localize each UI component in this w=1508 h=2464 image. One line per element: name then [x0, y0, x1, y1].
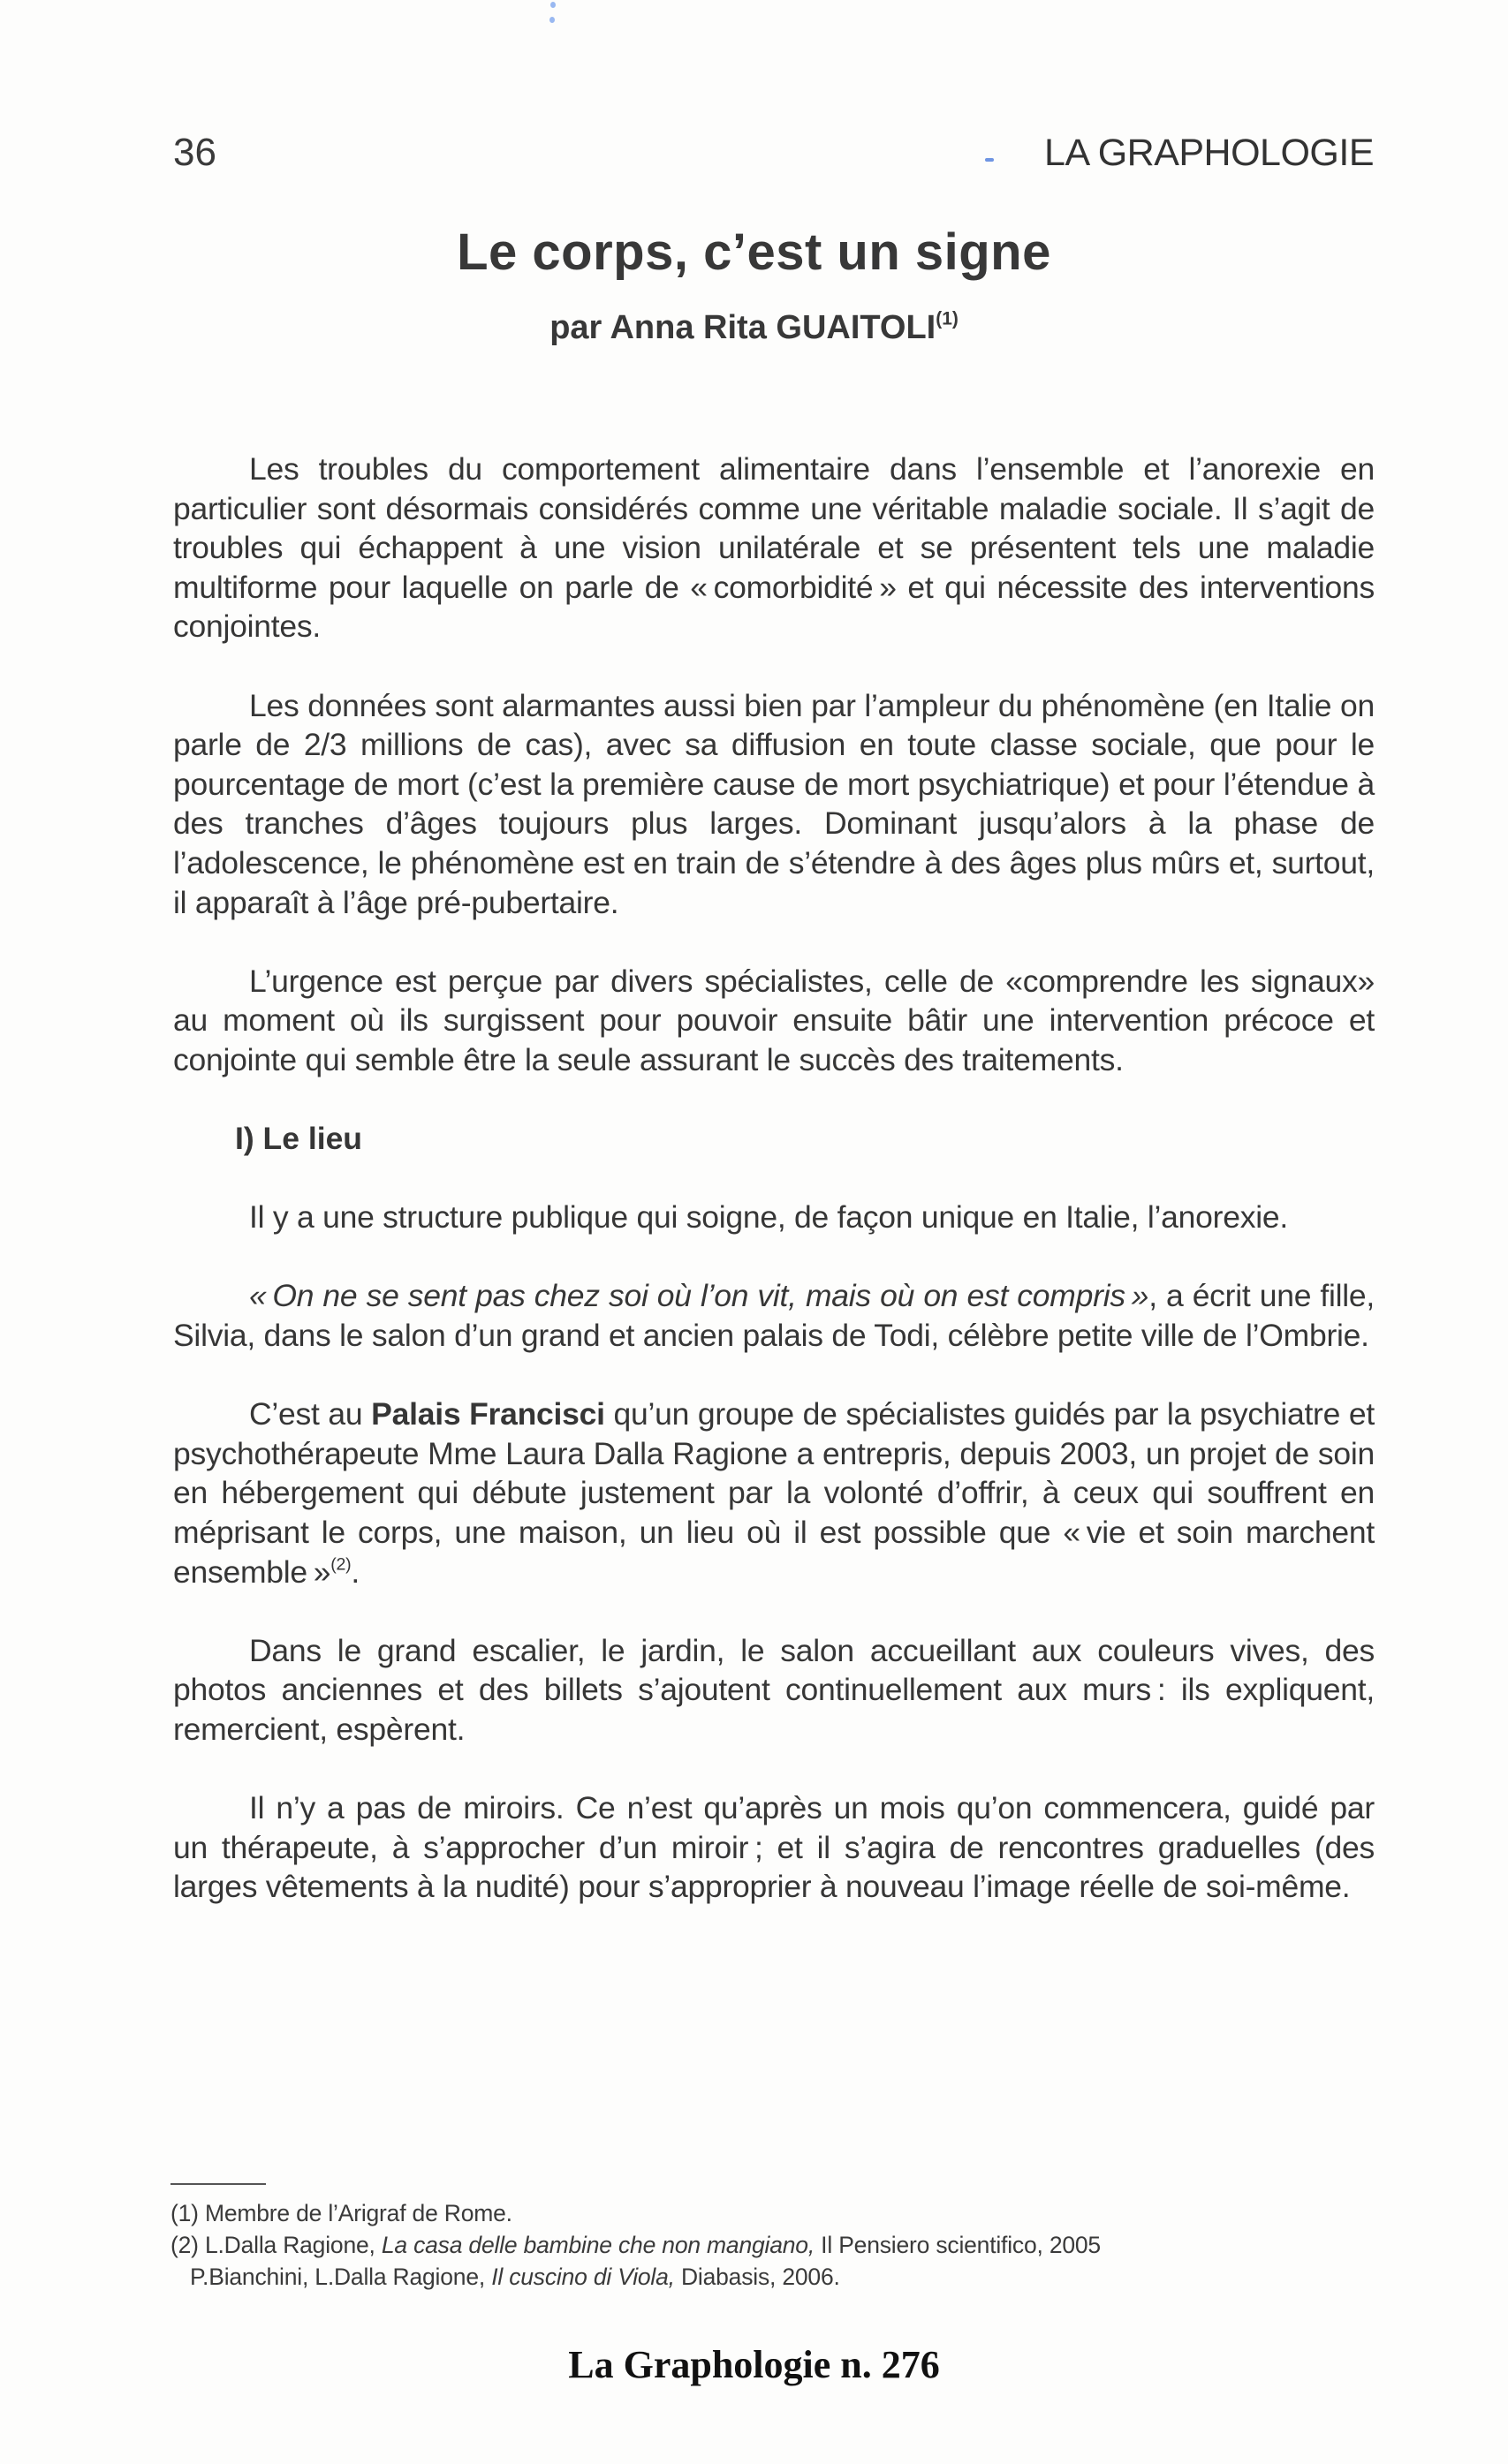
paragraph-intro: Les troubles du comportement alimentaire dans l’ensemble et l’anorexie en particulier sont désormais considérés comme une véritable maladie sociale. Il s’agit de troubles qui échappent à une vision unilatérale et se présentent tels une maladie multiforme pour laquelle on parle de « comorbidité » et qui nécessite des interventions conjointes.: [173, 451, 1375, 645]
article-title: Le corps, c’est un signe: [457, 223, 1051, 281]
footnote-2-publisher: Il Pensiero scientifico, 2005: [815, 2232, 1101, 2258]
scan-artifact-dot: [549, 17, 555, 23]
page-number: 36: [173, 131, 216, 174]
paragraph-structure: Il y a une structure publique qui soigne, de façon unique en Italie, l’anorexie.: [249, 1199, 1288, 1236]
footnote-separator: [171, 2183, 266, 2185]
footnote-2b-title: Il cuscino di Viola,: [491, 2264, 675, 2290]
footnote-2-title: La casa delle bambine che non mangiano,: [381, 2232, 815, 2258]
footnotes: [171, 2183, 1390, 2293]
section-heading-le-lieu: I) Le lieu: [235, 1121, 362, 1157]
running-header: [173, 131, 1374, 175]
footnote-2b-publisher: Diabasis, 2006.: [674, 2264, 840, 2290]
footnote-1: (1) Membre de l’Arigraf de Rome.: [171, 2200, 512, 2226]
footnote-ref-2: (2): [330, 1553, 352, 1574]
footnote-2-continued: [171, 2261, 1390, 2293]
article-author: [0, 309, 1508, 347]
quote-silvia: « On ne se sent pas chez soi où l’on vit, mais où on est compris »: [249, 1278, 1149, 1314]
paragraph-escalier: Dans le grand escalier, le jardin, le salon accueillant aux couleurs vives, des photos anciennes et des billets s’ajoutent continuellement aux murs : ils expliquent, remercient, espèrent.: [173, 1632, 1375, 1747]
scan-artifact-dot: [550, 2, 556, 8]
palais-name: Palais Francisci: [371, 1396, 605, 1432]
issue-label: La Graphologie n. 276: [568, 2343, 940, 2386]
paragraph-data: Les données sont alarmantes aussi bien par l’ampleur du phénomène (en Italie on parle de 2/3 millions de cas), avec sa diffusion en toute classe sociale, que pour le pourcentage de mort (c’est la première cause de mort psychiatrique) et pour l’étendue à des tranches d’âges toujours plus larges. Dominant jusqu’alors à la phase de l’adolescence, le phénomène est en train de s’étendre à des âges plus mûrs et, surtout, il apparaît à l’âge pré-pubertaire.: [173, 687, 1375, 920]
footnote-2-author: (2) L.Dalla Ragione,: [171, 2232, 382, 2258]
palais-text-end: .: [351, 1553, 360, 1590]
palais-text-before: C’est au: [249, 1396, 372, 1432]
article-body: [173, 450, 1375, 1946]
paragraph-urgency: L’urgence est perçue par divers spécialistes, celle de «comprendre les signaux» au moment où ils surgissent pour pouvoir ensuite bâtir une intervention précoce et conjointe qui semble être la seule assurant le succès des traitements.: [173, 963, 1375, 1077]
palais-text-after: qu’un groupe de spécialistes guidés par la psychiatre et psychothérapeute Mme Laura Dalla Ragione a entrepris, depuis 2003, un projet de soin en hébergement qui débute justement par la volonté d’offrir, à ceux qui souffrent en méprisant le corps, une maison, un lieu où il est possible que « vie et soin marchent ensemble »: [173, 1396, 1375, 1590]
author-name: par Anna Rita GUAITOLI: [549, 309, 936, 346]
footnote-ref-1: (1): [936, 308, 959, 329]
paragraph-palais: [173, 1395, 1375, 1591]
paragraph-quote: [173, 1276, 1375, 1355]
footnote-2b-authors: P.Bianchini, L.Dalla Ragione,: [190, 2264, 492, 2290]
journal-name: LA GRAPHOLOGIE: [1044, 132, 1374, 174]
footnote-2: [171, 2229, 1390, 2261]
scan-artifact-dash: [985, 158, 994, 162]
paragraph-miroirs: Il n’y a pas de miroirs. Ce n’est qu’après un mois qu’on commencera, guidé par un thérapeute, à s’approcher d’un miroir ; et il s’agira de rencontres graduelles (des larges vêtements à la nudité) pour s’approprier à nouveau l’image réelle de soi-même.: [173, 1790, 1375, 1905]
quote-attribution: , a écrit une fille, Silvia, dans le salon d’un grand et ancien palais de Todi, célèbre petite ville de l’Ombrie.: [173, 1278, 1375, 1354]
